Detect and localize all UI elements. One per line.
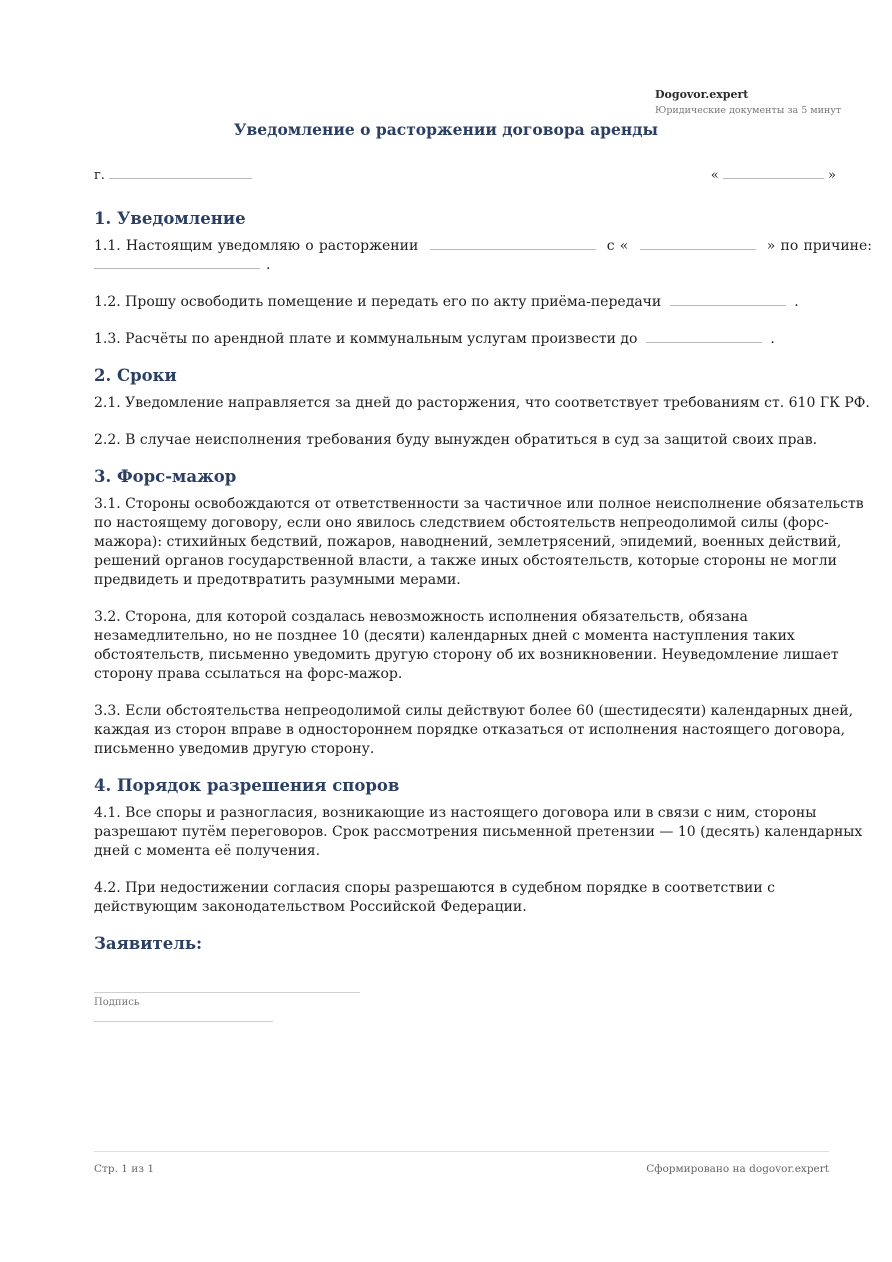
clause-3-3: 3.3. Если обстоятельства непреодолимой силы действуют более 60 (шестидесяти) календарных дней, каждая из сторон вправе в одностороннем порядке отказаться от исполнения настоящего договора, письменно уведомив другую сторону.: [94, 703, 854, 757]
signatory-heading: Заявитель:: [94, 934, 203, 953]
clause-1-3: 1.3. Расчёты по арендной плате и коммунальным услугам произвести до .: [94, 331, 775, 347]
date-blank[interactable]: [723, 168, 824, 179]
brand-tagline: Юридические документы за 5 минут: [655, 105, 842, 116]
page-number: Стр. 1 из 1: [94, 1163, 155, 1175]
reason-blank[interactable]: [94, 258, 260, 269]
clause-3-1: 3.1. Стороны освобождаются от ответственности за частичное или полное неисполнение обязательств по настоящему договору, если оно явилось следствием обстоятельств непреодолимой силы (форс-мажора): стихийных бедствий, пожаров, наводнений, землетрясений, эпидемий, военных действий, решений органов государственной власти, а также иных обстоятельств, которые стороны не могли предвидеть и предотвратить разумными мерами.: [94, 496, 864, 588]
signature-label: Подпись: [94, 997, 140, 1008]
clause-3-2: 3.2. Сторона, для которой создалась невозможность исполнения обязательств, обязана незамедлительно, но не позднее 10 (десяти) календарных дней с момента наступления таких обстоятельств, письменно уведомить другую сторону об их возникновении. Неуведомление лишает сторону права ссылаться на форс-мажор.: [94, 609, 839, 682]
clause-1-2: 1.2. Прошу освободить помещение и передать его по акту приёма-передачи .: [94, 294, 799, 310]
city-blank[interactable]: [109, 168, 252, 179]
place-date-line: [94, 168, 836, 188]
date-close-quote: »: [828, 168, 836, 183]
section-heading-force-majeure: 3. Форс-мажор: [94, 467, 237, 486]
clause-4-1: 4.1. Все споры и разногласия, возникающие из настоящего договора или в связи с ним, стороны разрешают путём переговоров. Срок рассмотрения письменной претензии — 10 (десять) календарных дней с момента её получения.: [94, 805, 863, 859]
document-body: [94, 208, 872, 955]
settlement-date-blank[interactable]: [646, 332, 762, 343]
contract-blank[interactable]: [430, 239, 596, 250]
date-open-quote: «: [710, 168, 719, 183]
signature-line[interactable]: [94, 992, 360, 993]
section-heading-disputes: 4. Порядок разрешения споров: [94, 776, 400, 795]
handover-blank[interactable]: [670, 295, 786, 306]
clause-1-1: 1.1. Настоящим уведомляю о расторжении с « » по причине: .: [94, 238, 872, 273]
section-heading-notice: 1. Уведомление: [94, 209, 246, 228]
section-heading-terms: 2. Сроки: [94, 366, 177, 385]
city-prefix: г.: [94, 168, 105, 183]
document-title: Уведомление о расторжении договора аренды: [233, 120, 659, 139]
brand-name: Dogovor.expert: [655, 88, 749, 101]
termination-date-blank[interactable]: [640, 239, 756, 250]
brand-block: [655, 88, 841, 118]
city-field: [94, 168, 252, 183]
footer-divider: [94, 1151, 829, 1152]
footer-generated-note: Сформировано на dogovor.expert: [646, 1163, 829, 1175]
name-line[interactable]: [94, 1021, 273, 1022]
clause-2-2: 2.2. В случае неисполнения требования буду вынужден обратиться в суд за защитой своих прав.: [94, 432, 818, 448]
date-field: [711, 168, 836, 183]
clause-4-2: 4.2. При недостижении согласия споры разрешаются в судебном порядке в соответствии с действующим законодательством Российской Федерации.: [94, 880, 775, 915]
clause-2-1: 2.1. Уведомление направляется за дней до расторжения, что соответствует требованиям ст. 610 ГК РФ.: [94, 395, 870, 411]
